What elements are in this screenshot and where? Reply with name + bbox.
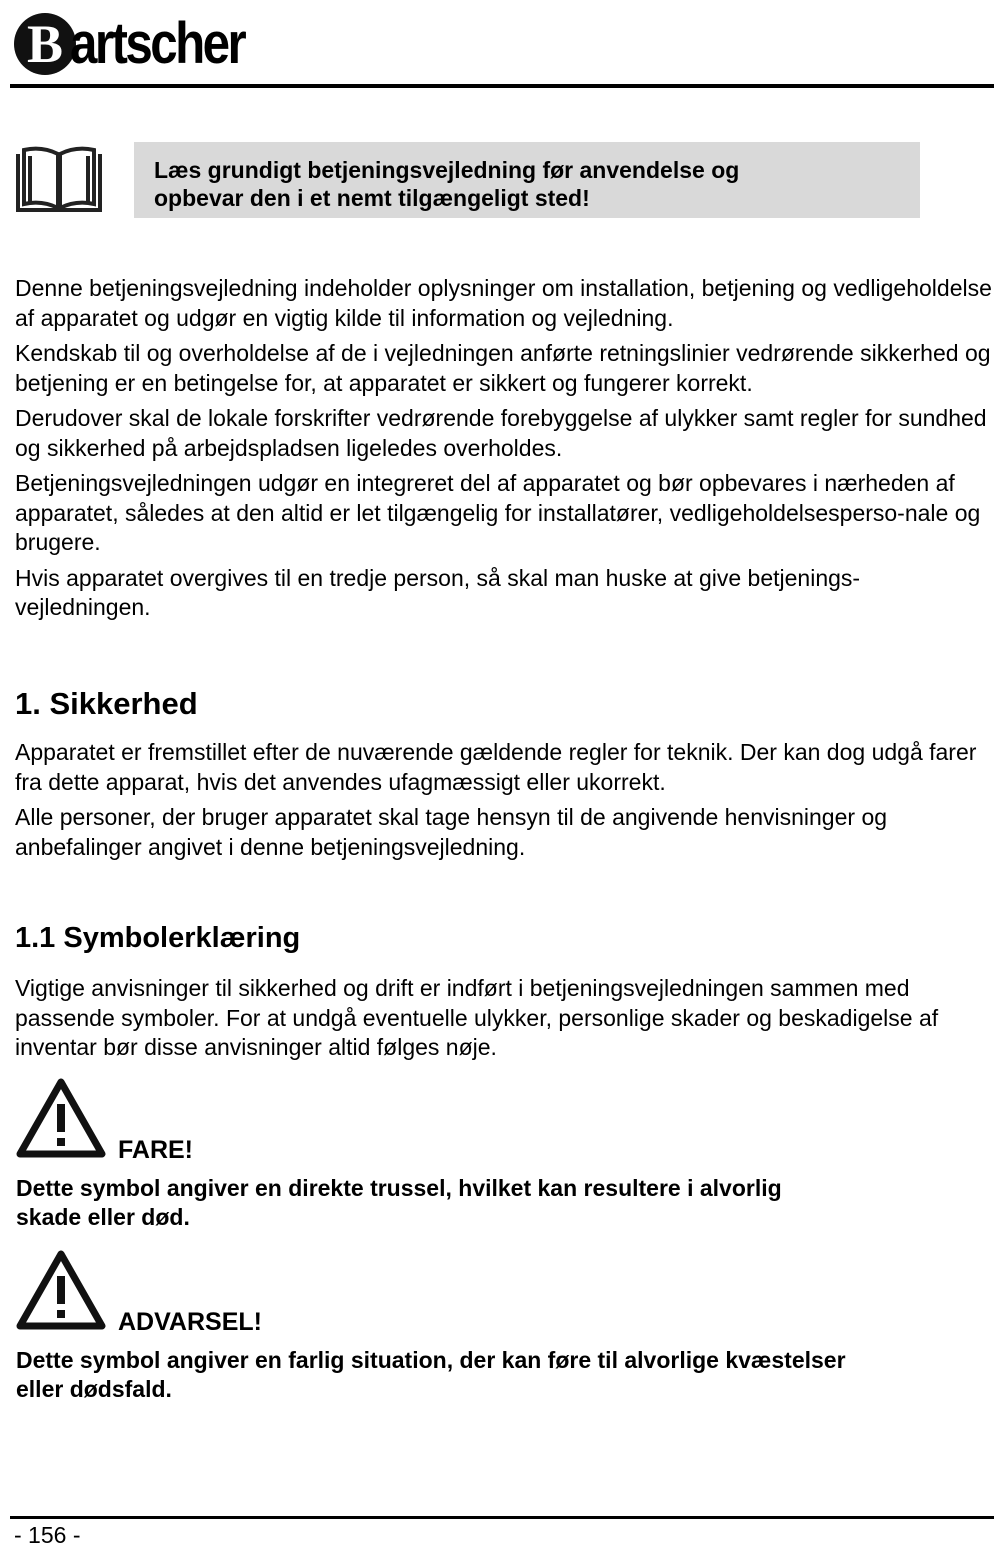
fare-text (16, 1174, 916, 1232)
section-1-body (15, 738, 995, 868)
bartscher-logo (14, 8, 275, 80)
warning-triangle-icon (14, 1248, 108, 1332)
notice-line-1: Læs grundigt betjeningsvejledning før anvendelse og (154, 157, 740, 183)
notice-line-2: opbevar den i et nemt tilgængeligt sted! (154, 185, 590, 211)
intro-paragraph-5: Hvis apparatet overgives til en tredje person, så skal man huske at give betjenings-vejledningen. (15, 564, 861, 620)
footer-divider (10, 1516, 994, 1519)
section-1-heading: 1. Sikkerhed (15, 686, 198, 721)
advarsel-text-line-1: Dette symbol angiver en farlig situation, der kan føre til alvorlige kvæstelser (16, 1347, 846, 1373)
read-manual-notice (14, 140, 924, 220)
advarsel-title: ADVARSEL! (118, 1308, 262, 1336)
section-1-paragraph-2: Alle personer, der bruger apparatet skal tage hensyn til de angivende henvisninger og anbefalinger angivet i denne betjeningsvejledning. (15, 804, 888, 860)
fare-warning (14, 1076, 974, 1236)
section-1-1-body (15, 974, 995, 1069)
page-number: - 156 - (14, 1522, 81, 1548)
warning-triangle-icon (14, 1076, 108, 1160)
intro-paragraph-1: Denne betjeningsvejledning indeholder oplysninger om installation, betjening og vedligeholdelse af apparatet og udgør en vigtig kilde til information og vejledning. (15, 275, 992, 331)
advarsel-warning (14, 1248, 974, 1408)
intro-section (15, 274, 995, 629)
fare-text-line-2: skade eller død. (16, 1204, 190, 1230)
notice-text-box (134, 142, 920, 218)
page-header (0, 0, 1004, 92)
header-divider (10, 84, 994, 88)
advarsel-text (16, 1346, 916, 1404)
logo-initial: B (14, 13, 76, 75)
section-1-paragraph-1: Apparatet er fremstillet efter de nuværende gældende regler for teknik. Der kan dog udgå farer fra dette apparat, hvis det anvendes ufagmæssigt eller ukorrekt. (15, 739, 977, 795)
intro-paragraph-4: Betjeningsvejledningen udgør en integreret del af apparatet og bør opbevares i nærheden af apparatet, således at den altid er let tilgængelig for installatører, vedligeholdelsesperso-nale og brugere. (15, 470, 981, 555)
intro-paragraph-2: Kendskab til og overholdelse af de i vejledningen anførte retningslinier vedrørende sikkerhed og betjening er en betingelse for, at apparatet er sikkert og fungerer korrekt. (15, 340, 991, 396)
fare-text-line-1: Dette symbol angiver en direkte trussel, hvilket kan resultere i alvorlig (16, 1175, 782, 1201)
section-1-1-heading: 1.1 Symbolerklæring (15, 922, 301, 954)
advarsel-text-line-2: eller dødsfald. (16, 1376, 172, 1402)
fare-title: FARE! (118, 1136, 193, 1164)
open-book-icon (14, 144, 104, 216)
intro-paragraph-3: Derudover skal de lokale forskrifter vedrørende forebyggelse af ulykker samt regler for sundhed og sikkerhed på arbejdspladsen ligeledes overholdes. (15, 405, 987, 461)
logo-wordmark: artscher (70, 11, 245, 76)
section-1-1-paragraph-1: Vigtige anvisninger til sikkerhed og drift er indført i betjeningsvejledningen sammen med passende symboler. For at undgå eventuelle ulykker, personlige skader og beskadigelse af inventar bør disse anvisninger altid følges nøje. (15, 975, 939, 1060)
